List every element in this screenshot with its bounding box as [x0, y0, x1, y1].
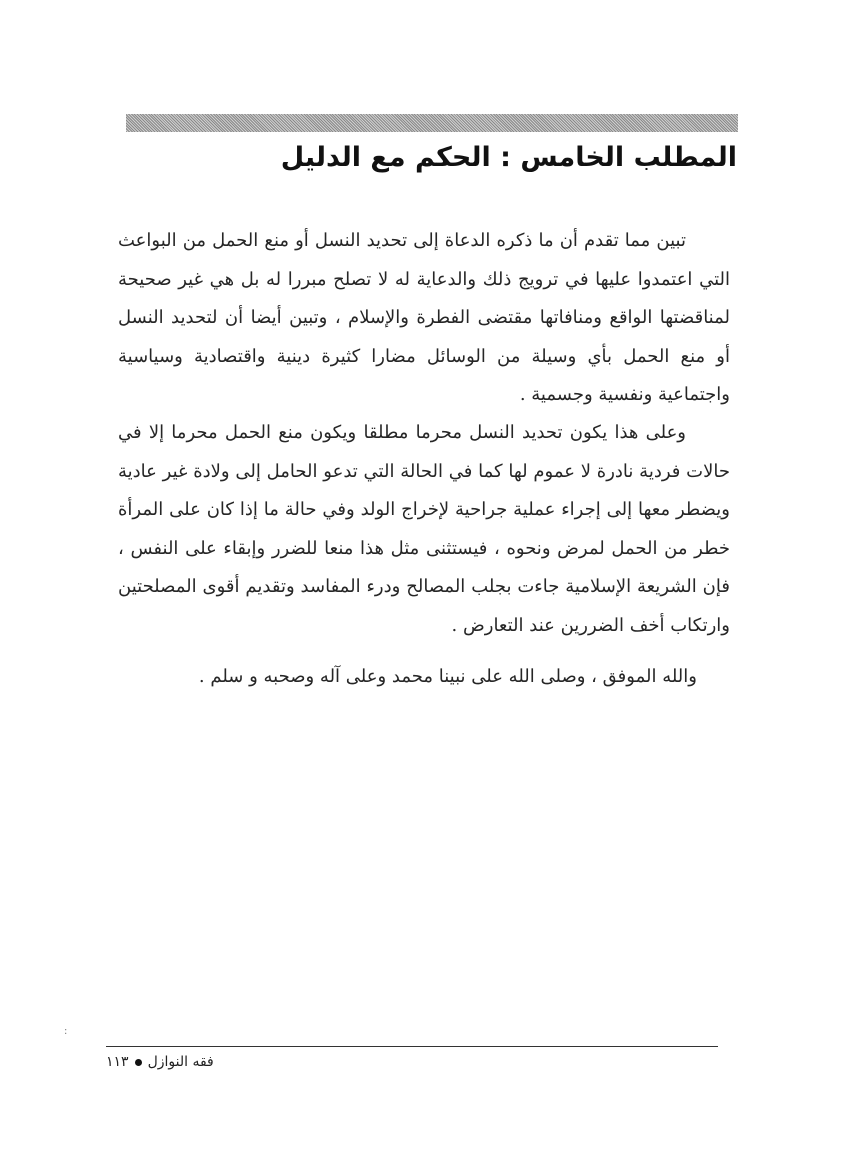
bullet-icon [135, 1059, 142, 1066]
footer-page-number: ١١٣ [106, 1054, 129, 1070]
body-paragraph-2: وعلى هذا يكون تحديد النسل محرما مطلقا ويكون منع الحمل محرما إلا في حالات فردية نادرة لا عموم لها كما في الحالة التي تدعو الحامل إلى ولادة غير عادية ويضطر معها إلى إجراء عملية جراحية لإخراج الولد وفي حالة ما إذا كان على المرأة خطر من الحمل لمرض ونحوه ، فيستثنى مثل هذا منعا للضرر وإبقاء على النفس ، فإن الشريعة الإسلامية جاءت بجلب المصالح ودرء المفاسد وتقديم أقوى المصلحتين وارتكاب أخف الضررين عند التعارض . [118, 422, 730, 636]
body-paragraph-1: تبين مما تقدم أن ما ذكره الدعاة إلى تحديد النسل أو منع الحمل من البواعث التي اعتمدوا عليها في ترويج ذلك والدعاية له لا تصلح مبررا له بل هي غير صحيحة لمناقضتها الواقع ومنافاتها مقتضى الفطرة والإسلام ، وتبين أيضا أن لتحديد النسل أو منع الحمل بأي وسيلة من الوسائل مضارا كثيرة دينية واقتصادية وسياسية واجتماعية ونفسية وجسمية . [118, 230, 730, 405]
page-footer [106, 1054, 214, 1070]
closing-line: والله الموفق ، وصلى الله على نبينا محمد وعلى آله وصحبه و سلم . [198, 666, 697, 687]
footer-rule [106, 1046, 718, 1047]
section-heading: المطلب الخامس : الحكم مع الدليل [280, 142, 737, 173]
footer-book-title: فقه النوازل [147, 1054, 214, 1070]
margin-mark: : [64, 1026, 68, 1037]
header-decorative-band [126, 114, 738, 132]
